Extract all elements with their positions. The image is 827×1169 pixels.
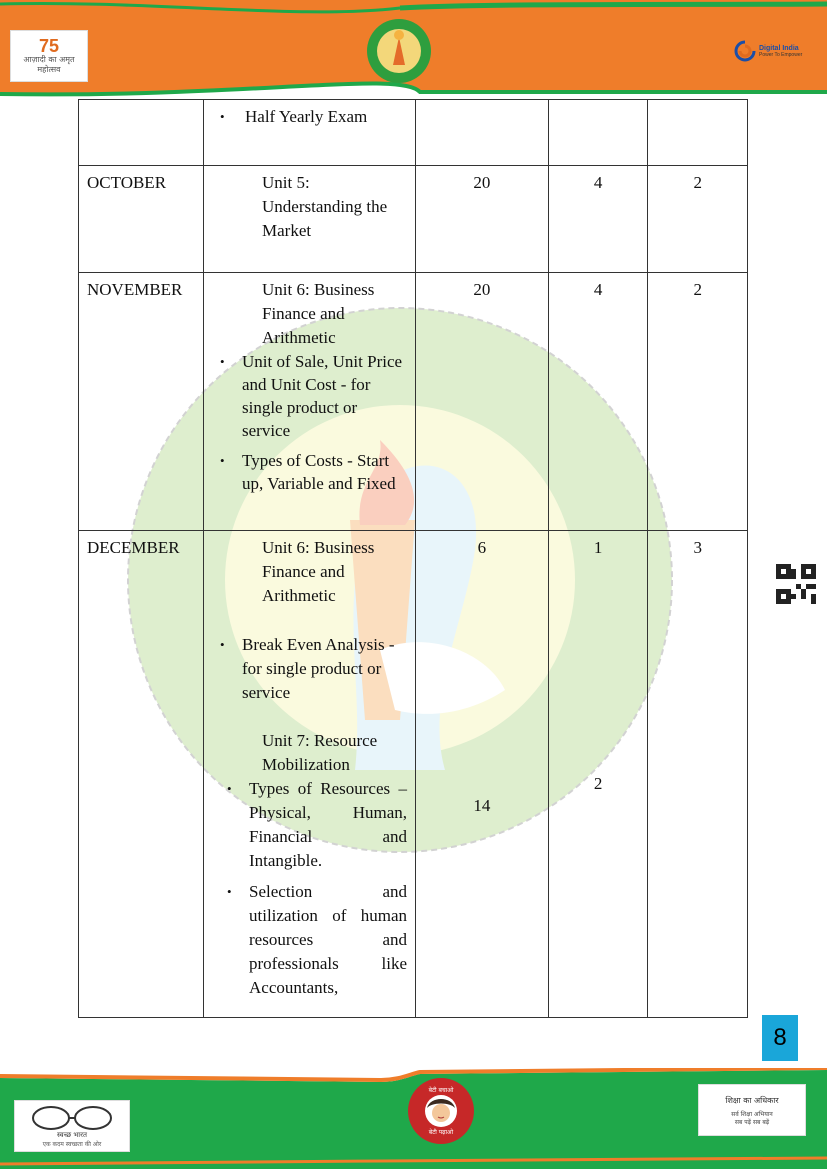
swachh-bharat-title: स्वच्छ भारत [57, 1130, 87, 1139]
unit-heading: Unit 6: Business Finance and Arithmetic [262, 538, 375, 605]
count-cell: 20 [416, 166, 549, 273]
count-cell: 4 [548, 166, 648, 273]
shiksha-adhikar-logo [698, 1084, 806, 1136]
swachh-bharat-logo [14, 1100, 130, 1152]
month-cell [79, 100, 204, 166]
count-cell: 3 [648, 531, 748, 1018]
shiksha-adhikar-title: शिक्षा का अधिकार [725, 1095, 779, 1105]
beti-bachao-logo [408, 1078, 474, 1144]
digital-india-title: Digital India [759, 44, 799, 52]
azadi-logo-text: आज़ादी का अमृत महोत्सव [23, 55, 75, 74]
azadi-logo-mark: 75 [38, 36, 60, 56]
count-value: 2 [593, 774, 603, 793]
count-value: 1 [593, 538, 603, 557]
table-row [79, 273, 748, 531]
table-row [79, 100, 748, 166]
page-number: 8 [762, 1015, 798, 1061]
count-value: 6 [477, 538, 487, 557]
count-cell [416, 531, 549, 1018]
digital-india-sub: Power To Empower [759, 51, 803, 58]
count-cell: 2 [648, 273, 748, 531]
table-row [79, 166, 748, 273]
azadi-logo [10, 30, 88, 82]
shiksha-adhikar-tagline: सब पढ़ें सब बढ़ें [734, 1118, 770, 1126]
digital-india-icon [734, 40, 756, 62]
glasses-icon [27, 1105, 117, 1131]
topic-cell [204, 100, 416, 166]
month-cell: OCTOBER [79, 166, 204, 273]
month-cell: NOVEMBER [79, 273, 204, 531]
beti-bachao-top: बेटी बचाओ [428, 1087, 454, 1094]
count-cell: 4 [548, 273, 648, 531]
topic-cell [204, 166, 416, 273]
list-item: • Break Even Analysis - for single product or service [242, 633, 407, 705]
swachh-bharat-tagline: एक कदम स्वच्छता की ओर [42, 1140, 102, 1148]
list-item: • Types of Resources – Physical, Human, Financial and Intangible. [249, 777, 407, 873]
digital-india-logo [734, 36, 804, 66]
beti-bachao-bottom: बेटी पढ़ाओ [428, 1129, 454, 1136]
topic-cell [204, 273, 416, 531]
topic-cell [204, 531, 416, 1018]
count-cell [648, 100, 748, 166]
unit-heading: Unit 5: Understanding the Market [262, 173, 388, 240]
schedule-table [78, 99, 748, 1018]
unit-heading: Unit 6: Business Finance and Arithmetic [262, 280, 375, 347]
table-row [79, 531, 748, 1018]
unit-heading: Unit 7: Resource Mobilization [262, 731, 378, 774]
month-cell: DECEMBER [79, 531, 204, 1018]
girl-face-icon [424, 1094, 458, 1128]
qr-code-icon[interactable] [776, 564, 816, 604]
count-cell [416, 100, 549, 166]
count-cell [548, 100, 648, 166]
count-cell [548, 531, 648, 1018]
list-item: • Selection and utilization of human resources and professionals like Accountants, [249, 880, 407, 1000]
list-item: • Half Yearly Exam [242, 105, 407, 129]
list-item: • Unit of Sale, Unit Price and Unit Cost - for single product or service [242, 350, 407, 442]
count-value: 14 [473, 796, 491, 815]
count-cell: 2 [648, 166, 748, 273]
count-cell: 20 [416, 273, 549, 531]
list-item: • Types of Costs - Start up, Variable and Fixed [242, 449, 407, 495]
shiksha-adhikar-sub: सर्व शिक्षा अभियान [731, 1110, 773, 1118]
board-emblem [365, 17, 433, 85]
